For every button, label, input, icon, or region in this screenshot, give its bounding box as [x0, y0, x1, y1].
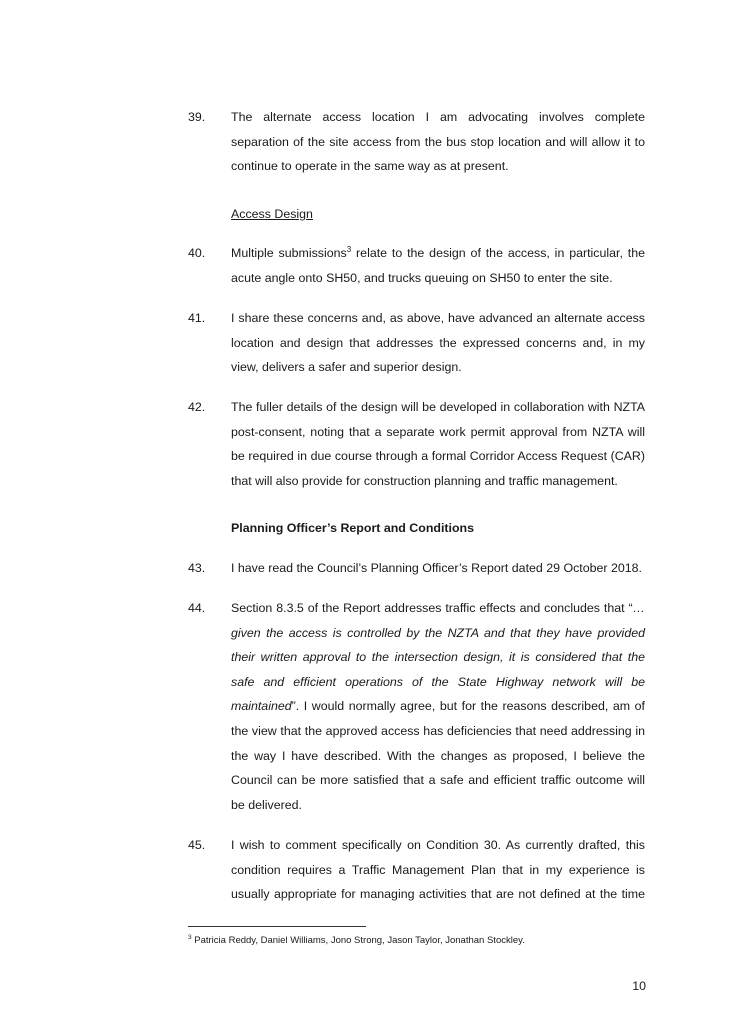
paragraph-text-intro: Section 8.3.5 of the Report addresses traffic effects and concludes that “	[231, 601, 633, 615]
paragraph-text: The alternate access location I am advocating involves complete separation of the site access from the bus stop location and will allow it to continue to operate in the same way as at present.	[231, 110, 645, 174]
footnote	[188, 934, 648, 948]
paragraph-text	[231, 241, 645, 290]
paragraph-text	[231, 596, 645, 817]
paragraph-text: I have read the Council’s Planning Officer’s Report dated 29 October 2018.	[231, 561, 642, 575]
paragraph-number: 41.	[188, 311, 206, 325]
footnote-reference: 3	[346, 244, 352, 254]
paragraph-text-start: Multiple submissions	[231, 246, 347, 260]
section-heading-access-design: Access Design	[231, 207, 313, 221]
paragraph-number: 40.	[188, 246, 206, 260]
paragraph-text: I share these concerns and, as above, have advanced an alternate access location and design that addresses the expressed concerns and, in my view, delivers a safer and superior design.	[231, 311, 645, 375]
paragraph-text: I wish to comment specifically on Condition 30. As currently drafted, this condition requires a Traffic Management Plan that in my experience is usually appropriate for managing activities that are not defined at the time	[231, 838, 645, 902]
footnote-divider	[188, 926, 366, 927]
paragraph-number: 45.	[188, 838, 206, 852]
footnote-marker: 3	[188, 933, 192, 941]
paragraph-number: 43.	[188, 561, 206, 575]
paragraph-text-end: relate to the design of the access, in particular, the acute angle onto SH50, and trucks queuing on SH50 to enter the site.	[231, 246, 645, 285]
paragraph-text: The fuller details of the design will be developed in collaboration with NZTA post-consent, noting that a separate work permit approval from NZTA will be required in due course through a formal Corridor Access Request (CAR) that will also provide for construction planning and traffic management.	[231, 400, 645, 488]
quoted-text: …given the access is controlled by the NZTA and that they have provided their written approval to the intersection design, it is considered that the safe and efficient operations of the State Highway network will be maintained	[231, 601, 645, 714]
paragraph-number: 42.	[188, 400, 206, 414]
page-number: 10	[632, 979, 646, 993]
paragraph-number: 39.	[188, 110, 206, 124]
paragraph-number: 44.	[188, 601, 206, 615]
section-heading-planning-report: Planning Officer’s Report and Conditions	[231, 521, 475, 535]
paragraph-text-end: ”. I would normally agree, but for the reasons described, am of the view that the approved access has deficiencies that need addressing in the way I have described. With the changes as proposed, I believe the Council can be more satisfied that a safe and efficient traffic outcome will be delivered.	[231, 699, 645, 812]
footnote-text: Patricia Reddy, Daniel Williams, Jono Strong, Jason Taylor, Jonathan Stockley.	[191, 935, 525, 946]
